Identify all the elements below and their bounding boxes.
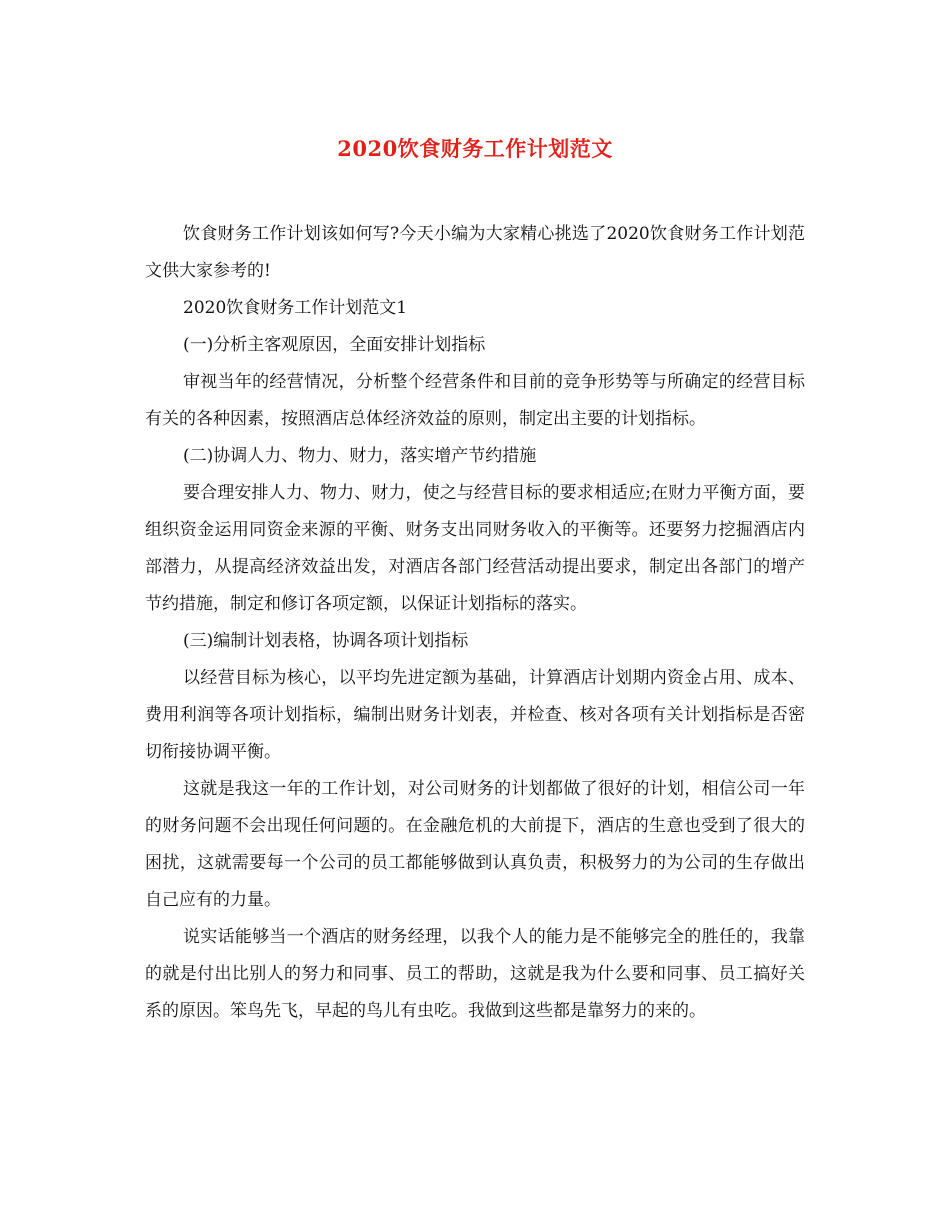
paragraph-summary: 这就是我这一年的工作计划，对公司财务的计划都做了很好的计划，相信公司一年的财务问题不会出现任何问题的。在金融危机的大前提下，酒店的生意也受到了很大的困扰，这就需要每一个公司的员工都能够做到认真负责，积极努力的为公司的生存做出自己应有的力量。 (145, 779, 805, 910)
paragraph-section-3: 以经营目标为核心，以平均先进定额为基础，计算酒店计划期内资金占用、成本、费用利润等各项计划指标，编制出财务计划表，并检查、核对各项有关计划指标是否密切衔接协调平衡。 (145, 668, 805, 762)
paragraph-section-1: 审视当年的经营情况，分析整个经营条件和目前的竞争形势等与所确定的经营目标有关的各种因素，按照酒店总体经济效益的原则，制定出主要的计划指标。 (145, 372, 805, 429)
section-heading-2: (二)协调人力、物力、财力，落实增产节约措施 (183, 446, 537, 466)
section-heading-1: (一)分析主客观原因，全面安排计划指标 (183, 335, 486, 355)
paragraph-closing: 说实话能够当一个酒店的财务经理，以我个人的能力是不能够完全的胜任的，我靠的就是付出比别人的努力和同事、员工的帮助，这就是我为什么要和同事、员工搞好关系的原因。笨鸟先飞，早起的鸟儿有虫吃。我做到这些都是靠努力的来的。 (145, 927, 805, 1021)
paragraph-intro: 饮食财务工作计划该如何写?今天小编为大家精心挑选了2020饮食财务工作计划范文供大家参考的! (145, 224, 805, 281)
paragraph-subtitle: 2020饮食财务工作计划范文1 (183, 298, 408, 318)
document-title: 2020饮食财务工作计划范文 (337, 136, 613, 161)
document-body (145, 216, 805, 1030)
paragraph-section-2: 要合理安排人力、物力、财力，使之与经营目标的要求相适应;在财力平衡方面，要组织资金运用同资金来源的平衡、财务支出同财务收入的平衡等。还要努力挖掘酒店内部潜力，从提高经济效益出发，对酒店各部门经营活动提出要求，制定出各部门的增产节约措施，制定和修订各项定额，以保证计划指标的落实。 (145, 483, 805, 614)
section-heading-3: (三)编制计划表格，协调各项计划指标 (183, 631, 469, 651)
